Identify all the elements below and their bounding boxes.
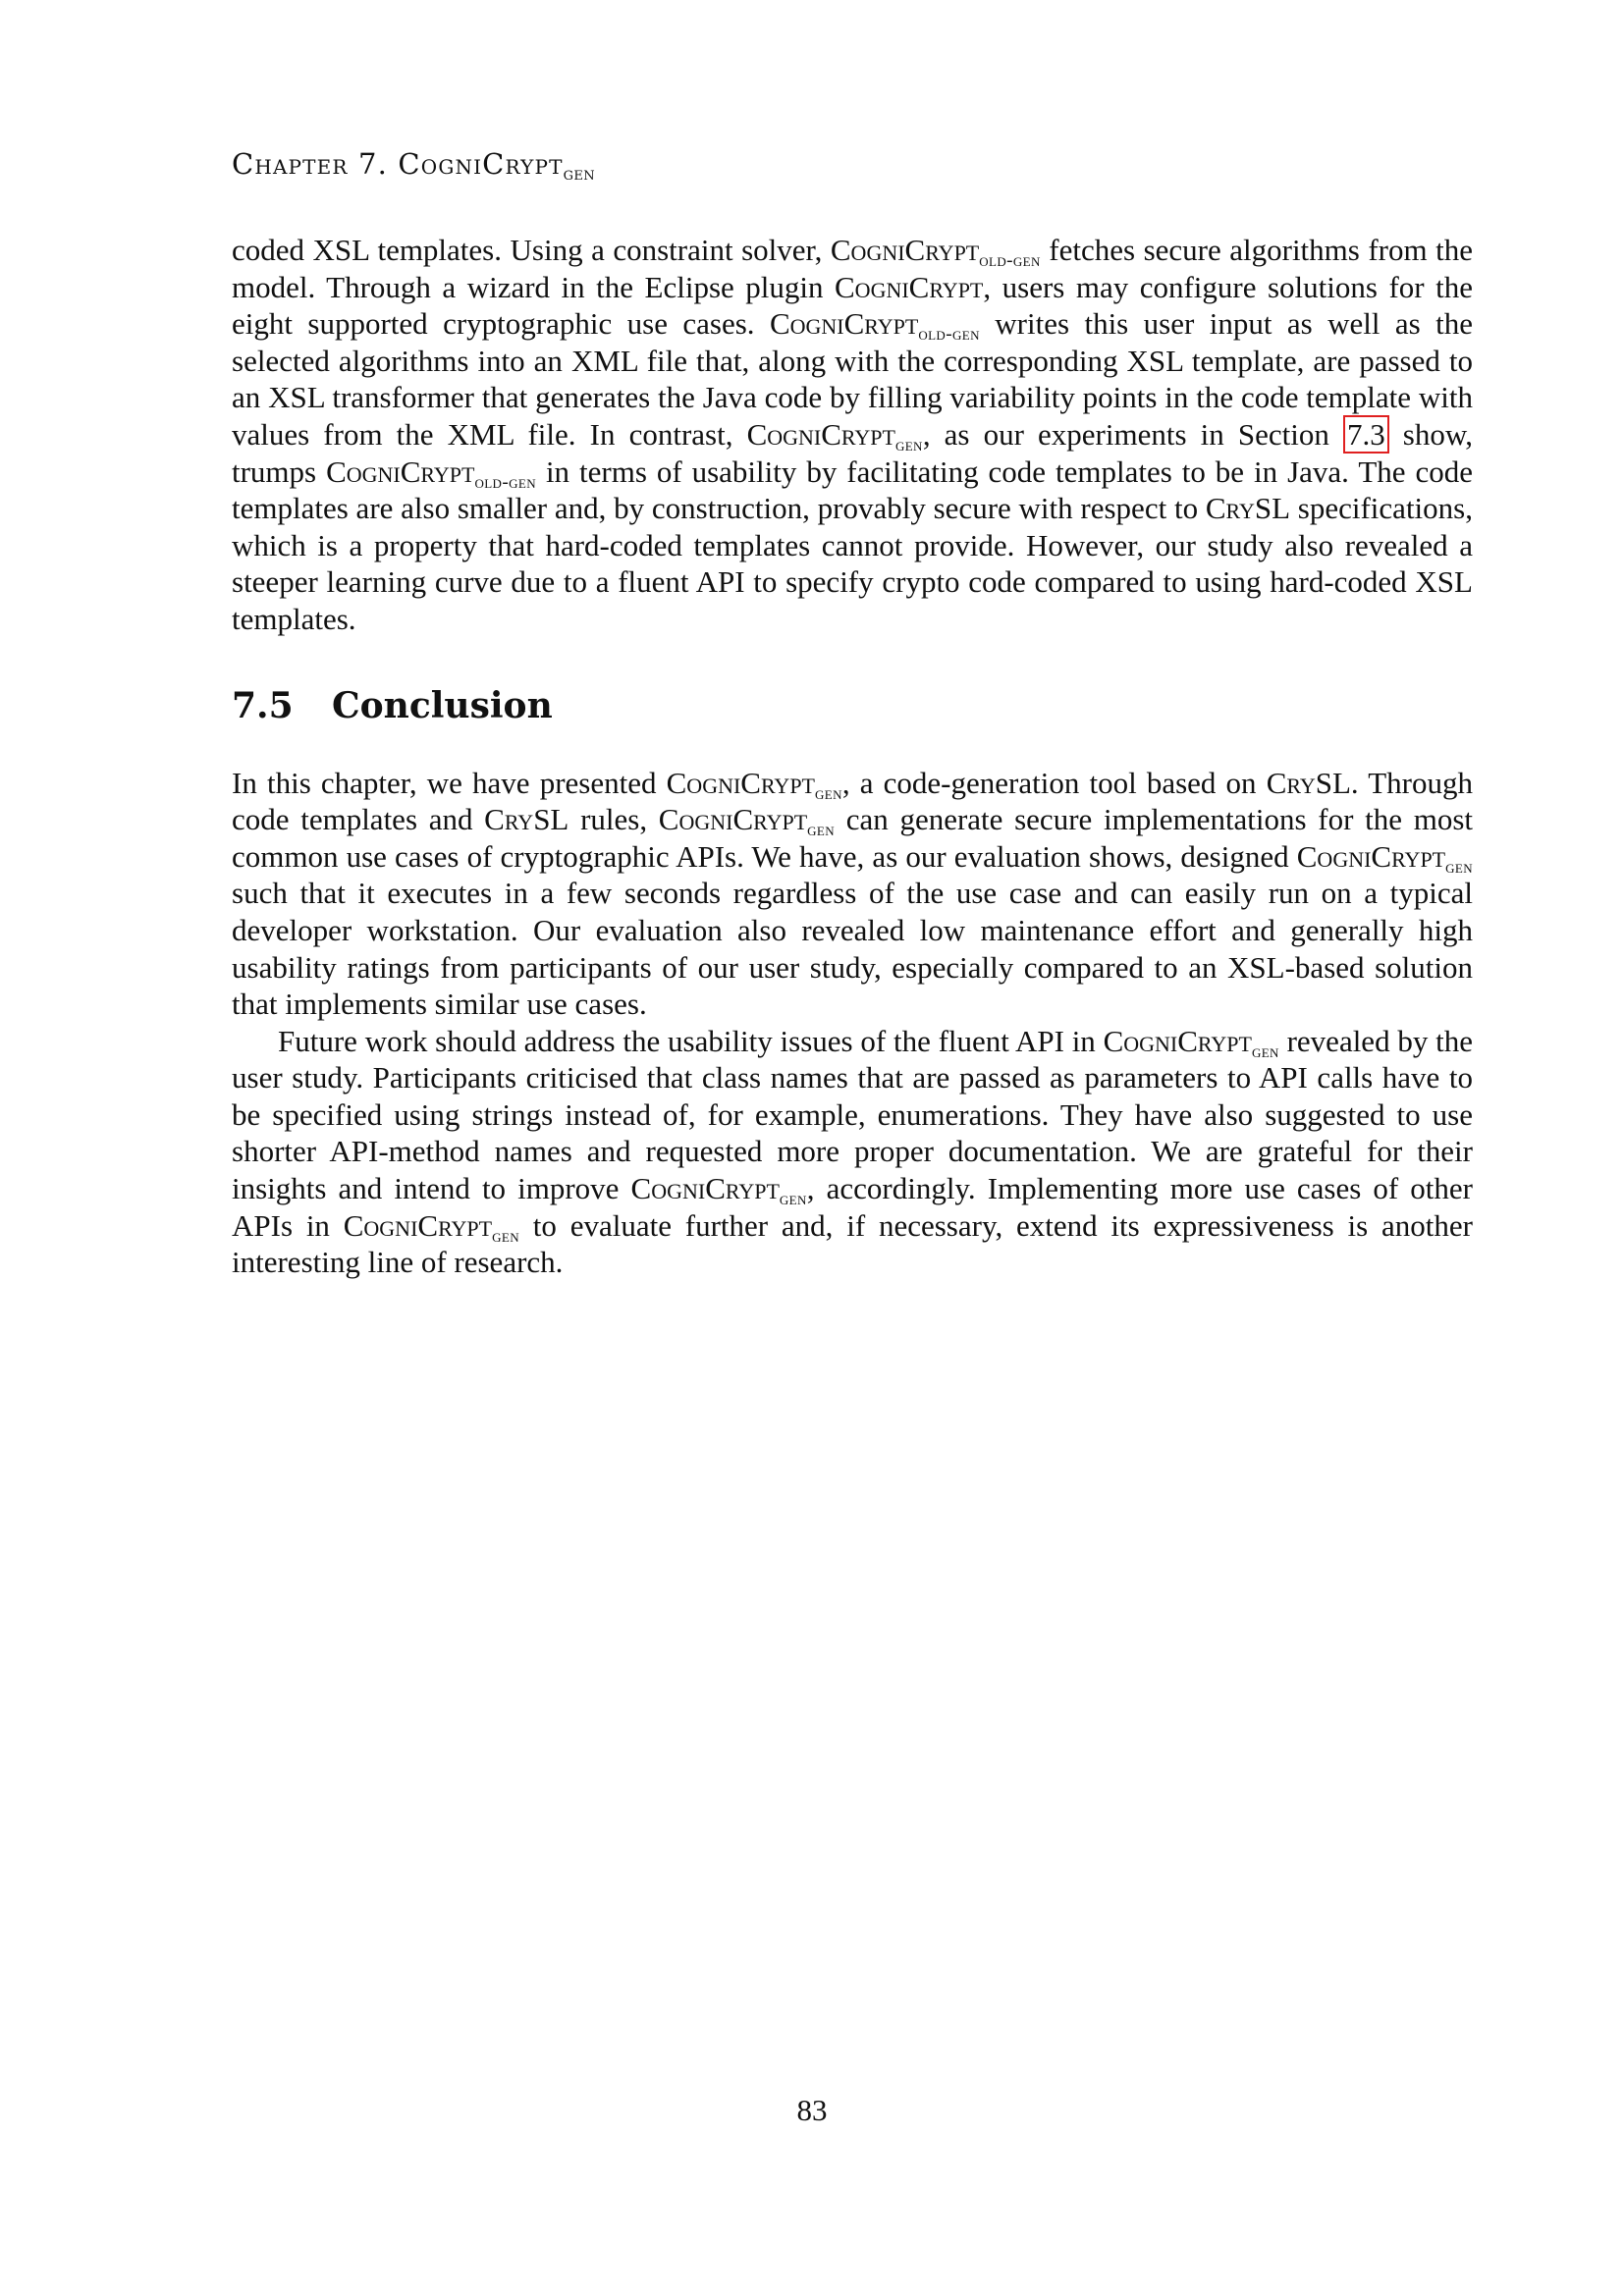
tool-subscript: gen: [492, 1225, 519, 1247]
chapter-label: Chapter 7.: [232, 147, 389, 181]
text-run: specifications, which is a property that hard-coded templates cannot provide. However, our study also revealed a steeper learning curve due to a fluent API to specify crypto code compared to using hard-coded XSL templates.: [232, 491, 1473, 636]
text-run: rules,: [568, 802, 659, 837]
tool-subscript: gen: [779, 1189, 807, 1210]
tool-subscript: gen: [815, 782, 842, 804]
tool-subscript: gen: [894, 435, 923, 456]
text-run: , as our experiments in Section: [922, 416, 1343, 452]
text-run: in terms of usability by facilitating code templates to be in Java. The code templates are also smaller and, by construction, provably secure with respect to: [232, 454, 1473, 526]
text-run: , a code-generation tool based on: [841, 765, 1267, 800]
tool-name: CogniCrypt: [666, 765, 815, 800]
tool-name: CogniCrypt: [630, 1171, 780, 1206]
text-run: , accordingly. Implementing more use cases of other APIs in: [232, 1171, 1473, 1243]
body-text: [232, 232, 1473, 1281]
paragraph-related-work: [232, 232, 1473, 638]
tool-name: CogniCrypt: [658, 802, 808, 837]
tool-subscript: old-gen: [918, 324, 980, 346]
section-heading: [232, 684, 1473, 727]
tool-name: CogniCrypt: [769, 306, 919, 342]
tool-name: CogniCrypt: [1296, 838, 1446, 874]
text-run: can generate secure implementations for the most common use cases of cryptographic APIs. We have, as our evaluation shows, designed: [232, 802, 1473, 874]
paragraph-future-work: [232, 1023, 1473, 1281]
text-run: to evaluate further and, if necessary, extend its expressiveness is another interesting line of research.: [232, 1207, 1473, 1280]
tool-name: CogniCrypt: [835, 269, 984, 304]
tool-subscript: old-gen: [474, 471, 536, 493]
tool-subscript: old-gen: [979, 250, 1041, 272]
text-run: revealed by the user study. Participants criticised that class names that are passed as parameters to API calls have to be specified using strings instead of, for example, enumerations. They have also suggested to use shorter API-method names and requested more proper documentation. We are grateful for their insights and intend to improve: [232, 1023, 1473, 1206]
page-number: 83: [796, 2093, 828, 2127]
text-run: writes this user input as well as the selected algorithms into an XML file that, along with the corresponding XSL template, are passed to an XSL transformer that generates the Java code by filling variability points in the code template with values from the XML file. In contrast,: [232, 306, 1473, 452]
tool-subscript: gen: [1445, 856, 1473, 878]
running-head: [232, 147, 595, 185]
text-run: Future work should address the usability issues of the fluent API in: [278, 1023, 1104, 1058]
text-run: coded XSL templates. Using a constraint solver,: [232, 233, 831, 267]
tool-name: CogniCrypt: [1103, 1023, 1252, 1058]
tool-name: CogniCrypt: [326, 454, 475, 489]
tool-name: CogniCrypt: [830, 233, 980, 267]
crysl-name: CrySL: [484, 802, 569, 837]
text-run: show, trumps: [232, 416, 1473, 489]
crysl-name: CrySL: [1205, 491, 1291, 526]
tool-name: CogniCrypt: [746, 416, 895, 452]
tool-subscript: gen: [563, 163, 595, 185]
section-number: 7.5: [232, 684, 294, 726]
text-run: fetches secure algorithms from the model. Through a wizard in the Eclipse plugin: [232, 233, 1473, 304]
tool-subscript: gen: [807, 820, 836, 841]
section-reference-link[interactable]: 7.3: [1343, 415, 1389, 454]
section-title: Conclusion: [332, 684, 553, 726]
paragraph-conclusion: [232, 765, 1473, 1023]
tool-name: CogniCrypt: [343, 1207, 493, 1243]
tool-name: CogniCrypt: [398, 147, 564, 181]
text-run: , users may configure solutions for the eight supported cryptographic use cases.: [232, 269, 1473, 342]
text-run: . Through code templates and: [232, 765, 1473, 837]
crysl-name: CrySL: [1266, 765, 1351, 800]
tool-subscript: gen: [1251, 1041, 1279, 1062]
text-run: In this chapter, we have presented: [232, 765, 667, 800]
text-run: such that it executes in a few seconds regardless of the use case and can easily run on a typical developer workstation. Our evaluation also revealed low maintenance effort and generally high usability ratings from participants of our user study, especially compared to an XSL-based solution that implements similar use cases.: [232, 876, 1473, 1022]
